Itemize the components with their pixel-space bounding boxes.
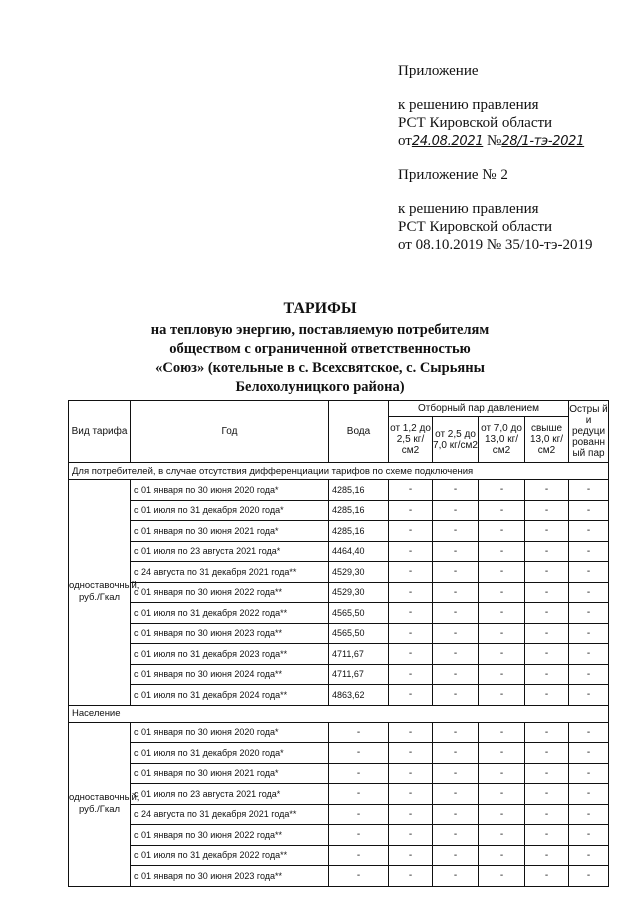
dash-cell: - <box>433 784 479 805</box>
dash-cell: - <box>479 825 525 846</box>
dash-cell: - <box>433 562 479 583</box>
period-cell: с 01 января по 30 июня 2020 года* <box>131 722 329 743</box>
section-row <box>69 463 609 480</box>
dash-cell: - <box>525 603 569 624</box>
dash-cell: - <box>479 664 525 685</box>
water-value: - <box>329 743 389 764</box>
water-value: - <box>329 722 389 743</box>
signature-line <box>398 132 584 151</box>
dash-cell: - <box>525 541 569 562</box>
handwritten-number: 28/1-тэ-2021 <box>501 134 585 149</box>
dash-cell: - <box>389 603 433 624</box>
dash-cell: - <box>525 804 569 825</box>
period-cell: с 01 января по 30 июня 2024 года** <box>131 664 329 685</box>
number-prefix: № <box>487 133 502 149</box>
period-cell: с 01 июля по 31 декабря 2023 года** <box>131 644 329 665</box>
water-value: - <box>329 784 389 805</box>
dash-cell: - <box>569 866 609 887</box>
dash-cell: - <box>525 582 569 603</box>
dash-cell: - <box>569 784 609 805</box>
dash-cell: - <box>479 623 525 644</box>
tariff-table <box>68 400 609 887</box>
dash-cell: - <box>433 763 479 784</box>
table-row <box>69 825 609 846</box>
dash-cell: - <box>389 825 433 846</box>
col-year-header: Год <box>131 401 329 463</box>
period-cell: с 01 июля по 31 декабря 2022 года** <box>131 603 329 624</box>
table-row <box>69 866 609 887</box>
dash-cell: - <box>433 722 479 743</box>
col-kind-header: Вид тарифа <box>69 401 131 463</box>
dash-cell: - <box>389 480 433 501</box>
dash-cell: - <box>433 603 479 624</box>
dash-cell: - <box>389 521 433 542</box>
dash-cell: - <box>433 804 479 825</box>
dash-cell: - <box>433 480 479 501</box>
dash-cell: - <box>479 845 525 866</box>
section-label: Население <box>69 705 609 722</box>
dash-cell: - <box>525 521 569 542</box>
dash-cell: - <box>433 500 479 521</box>
dash-cell: - <box>479 644 525 665</box>
org-line: РСТ Кировской области <box>398 115 553 131</box>
period-cell: с 01 июля по 23 августа 2021 года* <box>131 784 329 805</box>
dash-cell: - <box>433 664 479 685</box>
date-prefix: от <box>398 133 412 149</box>
water-value: - <box>329 845 389 866</box>
dash-cell: - <box>389 562 433 583</box>
dash-cell: - <box>389 722 433 743</box>
period-cell: с 01 января по 30 июня 2021 года* <box>131 521 329 542</box>
period-cell: с 24 августа по 31 декабря 2021 года** <box>131 804 329 825</box>
col-steam-2-header: от 2,5 до 7,0 кг/см2 <box>433 417 479 463</box>
water-value: - <box>329 825 389 846</box>
table-row <box>69 845 609 866</box>
subtitle-line: «Союз» (котельные в с. Всехсвятское, с. Сырьяны <box>155 360 485 376</box>
dash-cell: - <box>479 685 525 706</box>
dash-cell: - <box>389 664 433 685</box>
table-row <box>69 685 609 706</box>
table-row <box>69 763 609 784</box>
handwritten-date: 24.08.2021 <box>411 134 484 149</box>
col-steam-1-header: от 1,2 до 2,5 кг/см2 <box>389 417 433 463</box>
table-row <box>69 644 609 665</box>
dash-cell: - <box>525 866 569 887</box>
water-value: - <box>329 804 389 825</box>
dash-cell: - <box>479 521 525 542</box>
decision-date-2: от 08.10.2019 № 35/10-тэ-2019 <box>398 237 593 253</box>
dash-cell: - <box>479 480 525 501</box>
dash-cell: - <box>479 743 525 764</box>
table-row <box>69 562 609 583</box>
dash-cell: - <box>433 866 479 887</box>
col-steam-group-header: Отборный пар давлением <box>389 401 569 417</box>
dash-cell: - <box>525 763 569 784</box>
water-value: 4565,50 <box>329 623 389 644</box>
dash-cell: - <box>389 623 433 644</box>
period-cell: с 01 июля по 23 августа 2021 года* <box>131 541 329 562</box>
table-row <box>69 664 609 685</box>
appendix-2-label: Приложение № 2 <box>398 167 508 183</box>
dash-cell: - <box>389 644 433 665</box>
dash-cell: - <box>569 664 609 685</box>
dash-cell: - <box>433 685 479 706</box>
water-value: 4464,40 <box>329 541 389 562</box>
period-cell: с 01 января по 30 июня 2020 года* <box>131 480 329 501</box>
subtitle-line: Белохолуницкого района) <box>235 379 405 395</box>
water-value: 4565,50 <box>329 603 389 624</box>
page-title: ТАРИФЫ <box>283 300 357 317</box>
dash-cell: - <box>433 623 479 644</box>
dash-cell: - <box>525 500 569 521</box>
section-label: Для потребителей, в случае отсутствия дифференциации тарифов по схеме подключения <box>69 463 609 480</box>
water-value: 4863,62 <box>329 685 389 706</box>
water-value: - <box>329 763 389 784</box>
dash-cell: - <box>569 644 609 665</box>
period-cell: с 01 января по 30 июня 2023 года** <box>131 866 329 887</box>
dash-cell: - <box>569 603 609 624</box>
dash-cell: - <box>569 845 609 866</box>
dash-cell: - <box>525 480 569 501</box>
dash-cell: - <box>525 743 569 764</box>
dash-cell: - <box>389 541 433 562</box>
dash-cell: - <box>569 804 609 825</box>
period-cell: с 01 января по 30 июня 2023 года** <box>131 623 329 644</box>
dash-cell: - <box>479 541 525 562</box>
water-value: - <box>329 866 389 887</box>
dash-cell: - <box>479 866 525 887</box>
col-steam-4-header: свыше 13,0 кг/см2 <box>525 417 569 463</box>
dash-cell: - <box>569 541 609 562</box>
dash-cell: - <box>479 722 525 743</box>
period-cell: с 01 января по 30 июня 2022 года** <box>131 825 329 846</box>
period-cell: с 01 января по 30 июня 2021 года* <box>131 763 329 784</box>
dash-cell: - <box>389 685 433 706</box>
decision-line-2: к решению правления <box>398 201 539 217</box>
dash-cell: - <box>569 763 609 784</box>
period-cell: с 01 января по 30 июня 2022 года** <box>131 582 329 603</box>
table-row <box>69 521 609 542</box>
table-row <box>69 500 609 521</box>
period-cell: с 01 июля по 31 декабря 2022 года** <box>131 845 329 866</box>
dash-cell: - <box>569 743 609 764</box>
dash-cell: - <box>569 582 609 603</box>
table-row <box>69 603 609 624</box>
table-row <box>69 582 609 603</box>
col-sharp-steam-header: Остры й и редуци рованн ый пар <box>569 401 609 463</box>
dash-cell: - <box>569 722 609 743</box>
dash-cell: - <box>525 784 569 805</box>
dash-cell: - <box>525 685 569 706</box>
dash-cell: - <box>569 480 609 501</box>
dash-cell: - <box>525 562 569 583</box>
dash-cell: - <box>389 784 433 805</box>
dash-cell: - <box>569 562 609 583</box>
col-steam-3-header: от 7,0 до 13,0 кг/см2 <box>479 417 525 463</box>
dash-cell: - <box>389 582 433 603</box>
water-value: 4529,30 <box>329 582 389 603</box>
table-row <box>69 722 609 743</box>
dash-cell: - <box>479 763 525 784</box>
dash-cell: - <box>479 500 525 521</box>
dash-cell: - <box>569 500 609 521</box>
page-subtitle <box>0 321 640 397</box>
table-row <box>69 480 609 501</box>
water-value: 4285,16 <box>329 480 389 501</box>
water-value: 4529,30 <box>329 562 389 583</box>
period-cell: с 01 июля по 31 декабря 2020 года* <box>131 500 329 521</box>
dash-cell: - <box>433 541 479 562</box>
dash-cell: - <box>479 603 525 624</box>
period-cell: с 01 июля по 31 декабря 2020 года* <box>131 743 329 764</box>
dash-cell: - <box>433 644 479 665</box>
water-value: 4711,67 <box>329 664 389 685</box>
dash-cell: - <box>433 521 479 542</box>
dash-cell: - <box>525 825 569 846</box>
dash-cell: - <box>525 644 569 665</box>
water-value: 4285,16 <box>329 500 389 521</box>
dash-cell: - <box>569 685 609 706</box>
period-cell: с 01 июля по 31 декабря 2024 года** <box>131 685 329 706</box>
table-row <box>69 623 609 644</box>
col-water-header: Вода <box>329 401 389 463</box>
dash-cell: - <box>389 500 433 521</box>
table-row <box>69 804 609 825</box>
dash-cell: - <box>525 722 569 743</box>
dash-cell: - <box>479 562 525 583</box>
dash-cell: - <box>569 623 609 644</box>
dash-cell: - <box>389 845 433 866</box>
appendix-label: Приложение <box>398 63 479 79</box>
dash-cell: - <box>389 866 433 887</box>
dash-cell: - <box>479 582 525 603</box>
table-body <box>69 463 609 887</box>
tariff-kind: одноставочный, руб./Гкал <box>69 480 131 706</box>
dash-cell: - <box>433 845 479 866</box>
water-value: 4711,67 <box>329 644 389 665</box>
dash-cell: - <box>479 804 525 825</box>
table-row <box>69 743 609 764</box>
period-cell: с 24 августа по 31 декабря 2021 года** <box>131 562 329 583</box>
tariff-kind: одноставочный, руб./Гкал <box>69 722 131 886</box>
dash-cell: - <box>525 845 569 866</box>
dash-cell: - <box>389 804 433 825</box>
dash-cell: - <box>525 623 569 644</box>
dash-cell: - <box>389 763 433 784</box>
dash-cell: - <box>479 784 525 805</box>
dash-cell: - <box>569 521 609 542</box>
subtitle-line: на тепловую энергию, поставляемую потребителям <box>150 322 490 338</box>
dash-cell: - <box>389 743 433 764</box>
decision-line: к решению правления <box>398 97 539 113</box>
dash-cell: - <box>433 582 479 603</box>
section-row <box>69 705 609 722</box>
table-row <box>69 541 609 562</box>
dash-cell: - <box>525 664 569 685</box>
dash-cell: - <box>433 743 479 764</box>
dash-cell: - <box>569 825 609 846</box>
table-row <box>69 784 609 805</box>
subtitle-line: обществом с ограниченной ответственностью <box>169 341 471 357</box>
org-line-2: РСТ Кировской области <box>398 219 553 235</box>
dash-cell: - <box>433 825 479 846</box>
water-value: 4285,16 <box>329 521 389 542</box>
